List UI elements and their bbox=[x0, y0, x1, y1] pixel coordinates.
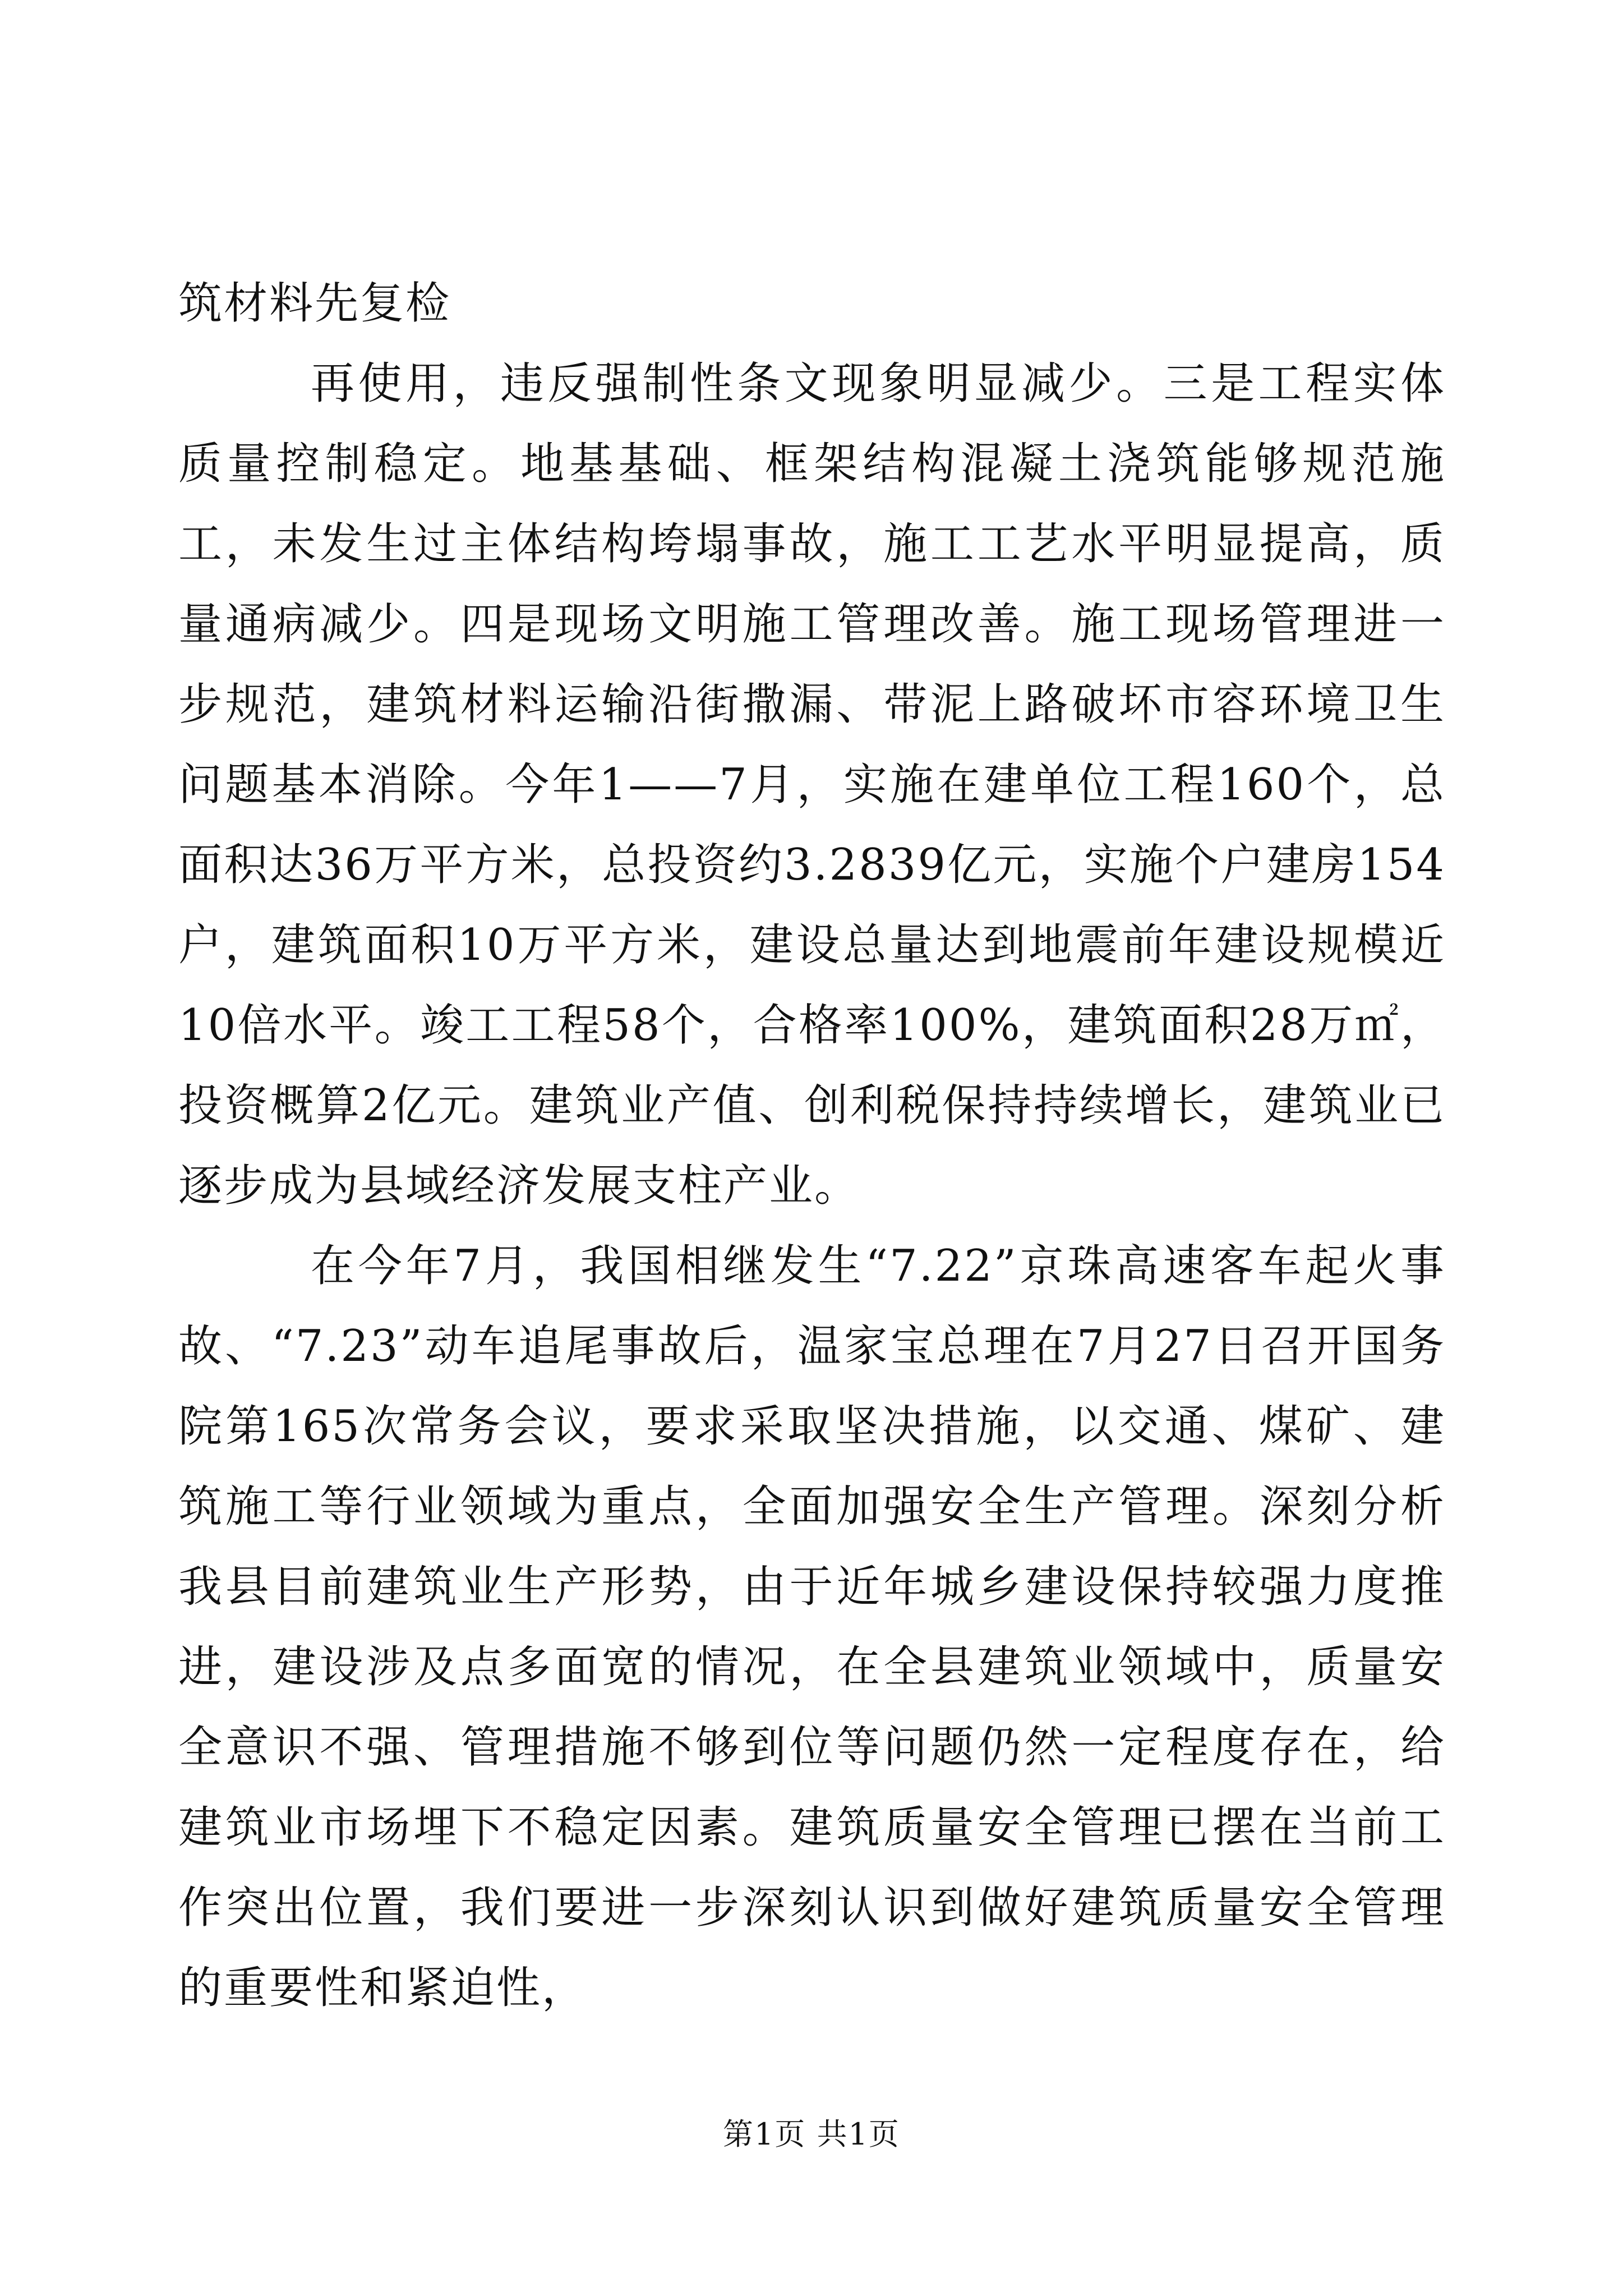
paragraph-continuation: 筑材料先复检 bbox=[178, 278, 451, 329]
page-footer: 第1页 共1页 bbox=[723, 2116, 900, 2152]
paragraph-safety-situation: 在今年7月，我国相继发生“7.22”京珠高速客车起火事故、“7.23”动车追尾事故后，温家宝总理在7月27日召开国务院第165次常务会议，要求采取坚决措施，以交通、煤矿、建筑施工等行业领域为重点，全面加强安全生产管理。深刻分析我县目前建筑业生产形势，由于近年城乡建设保持较强力度推进，建设涉及点多面宽的情况，在全县建筑业领域中，质量安全意识不强、管理措施不够到位等问题仍然一定程度存在，给建筑业市场埋下不稳定因素。建筑质量安全管理已摆在当前工作突出位置，我们要进一步深刻认识到做好建筑质量安全管理的重要性和紧迫性， bbox=[178, 1241, 1446, 2013]
paragraph-quality-results: 再使用，违反强制性条文现象明显减少。三是工程实体质量控制稳定。地基基础、框架结构混凝土浇筑能够规范施工，未发生过主体结构垮塌事故，施工工艺水平明显提高，质量通病减少。四是现场文明施工管理改善。施工现场管理进一步规范，建筑材料运输沿街撒漏、带泥上路破坏市容环境卫生问题基本消除。今年1——7月，实施在建单位工程160个，总面积达36万平方米，总投资约3.2839亿元，实施个户建房154户，建筑面积10万平方米，建设总量达到地震前年建设规模近10倍水平。竣工工程58个，合格率100%，建筑面积28万㎡，投资概算2亿元。建筑业产值、创利税保持持续增长，建筑业已逐步成为县域经济发展支柱产业。 bbox=[178, 358, 1446, 1211]
document-body bbox=[178, 264, 1446, 2028]
